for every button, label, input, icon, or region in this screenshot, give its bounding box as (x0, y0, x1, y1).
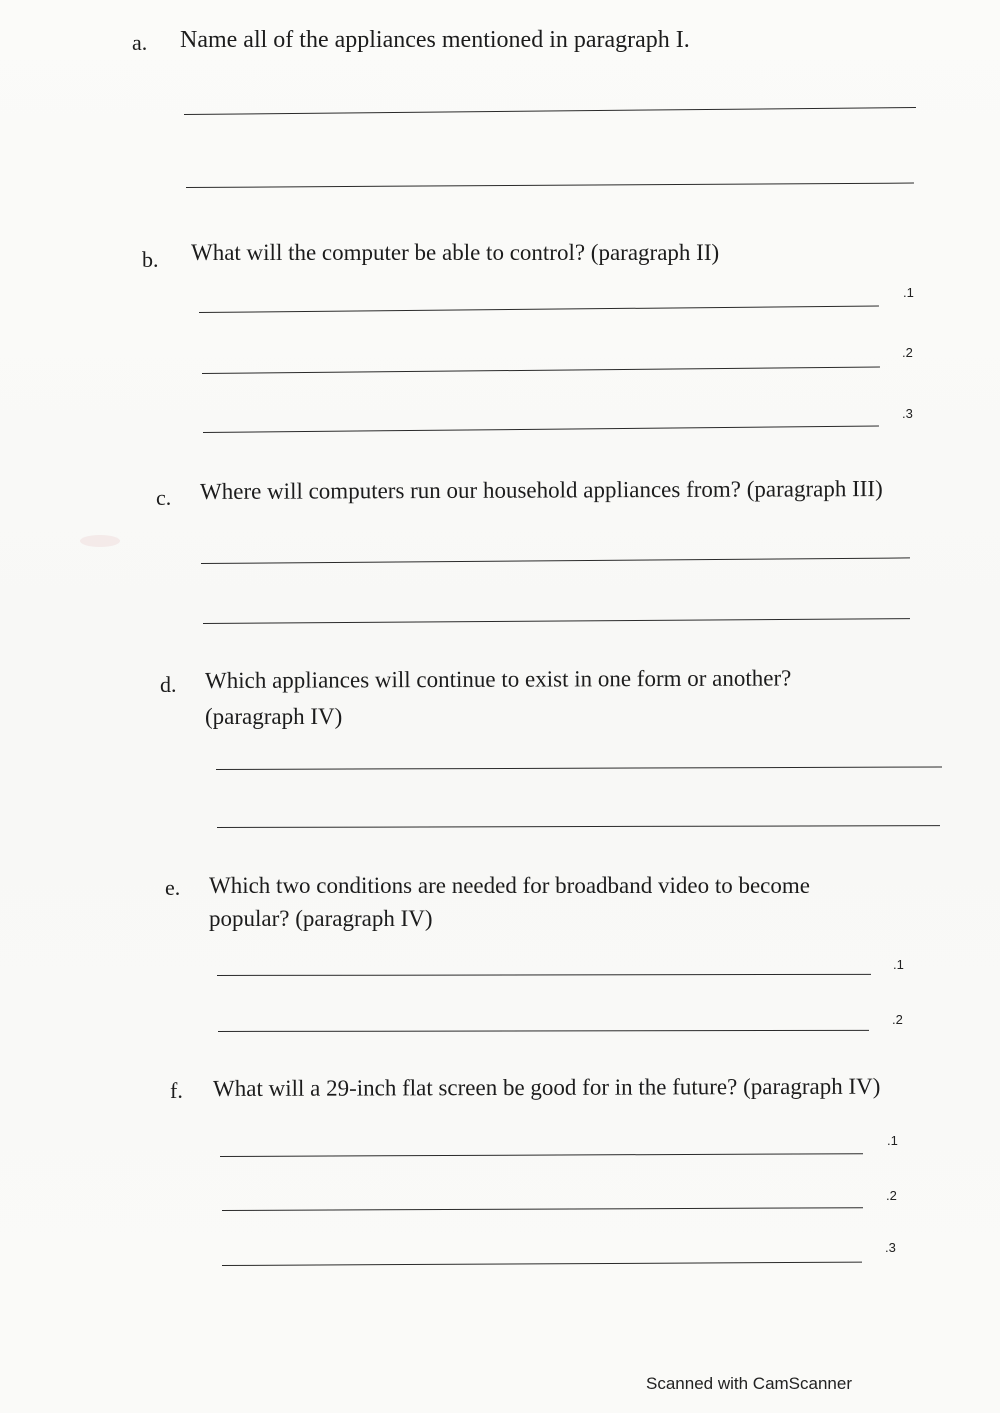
answer-line-f-3[interactable] (222, 1262, 862, 1266)
question-d-letter: d. (160, 672, 177, 697)
answer-line-c-2[interactable] (203, 618, 910, 624)
answer-line-b-2[interactable] (202, 366, 880, 374)
answer-number-f-1: .1 (887, 1133, 898, 1148)
scan-speck (80, 535, 120, 547)
question-d-text-line-1: Which appliances will continue to exist in one form or another? (204, 665, 792, 693)
answer-number-f-2: .2 (886, 1188, 897, 1203)
question-b-text: What will the computer be able to control? (paragraph II) (191, 240, 720, 265)
question-e-text-line-2: popular? (paragraph IV) (209, 906, 433, 931)
answer-line-e-1[interactable] (217, 974, 871, 976)
question-a-letter: a. (132, 30, 148, 55)
answer-number-f-3: .3 (885, 1240, 896, 1255)
answer-line-a-2[interactable] (186, 183, 914, 188)
answer-line-d-1[interactable] (216, 766, 942, 770)
question-e-letter: e. (165, 875, 181, 900)
answer-number-b-1: .1 (903, 285, 914, 300)
question-e-text-line-1: Which two conditions are needed for broadband video to become (209, 873, 810, 898)
answer-number-e-2: .2 (892, 1012, 903, 1027)
question-c-letter: c. (156, 485, 172, 510)
answer-line-d-2[interactable] (217, 825, 940, 828)
answer-line-a-1[interactable] (184, 107, 916, 115)
camscanner-watermark: Scanned with CamScanner (646, 1374, 853, 1393)
answer-number-b-3: .3 (902, 406, 913, 421)
answer-line-c-1[interactable] (201, 557, 910, 564)
answer-line-f-1[interactable] (220, 1153, 863, 1157)
answer-line-b-3[interactable] (203, 426, 879, 433)
question-f-letter: f. (170, 1078, 183, 1103)
question-f-text: What will a 29-inch flat screen be good for in the future? (paragraph IV) (212, 1073, 881, 1101)
answer-line-b-1[interactable] (199, 305, 879, 313)
question-d-text-line-2: (paragraph IV) (205, 704, 343, 729)
answer-number-b-2: .2 (902, 345, 913, 360)
answer-line-f-2[interactable] (222, 1207, 863, 1211)
question-a-text: Name all of the appliances mentioned in paragraph I. (180, 27, 690, 53)
question-c-text: Where will computers run our household appliances from? (paragraph III) (199, 476, 883, 504)
answer-number-e-1: .1 (893, 957, 904, 972)
answer-line-e-2[interactable] (218, 1030, 869, 1032)
question-b-letter: b. (142, 247, 159, 272)
